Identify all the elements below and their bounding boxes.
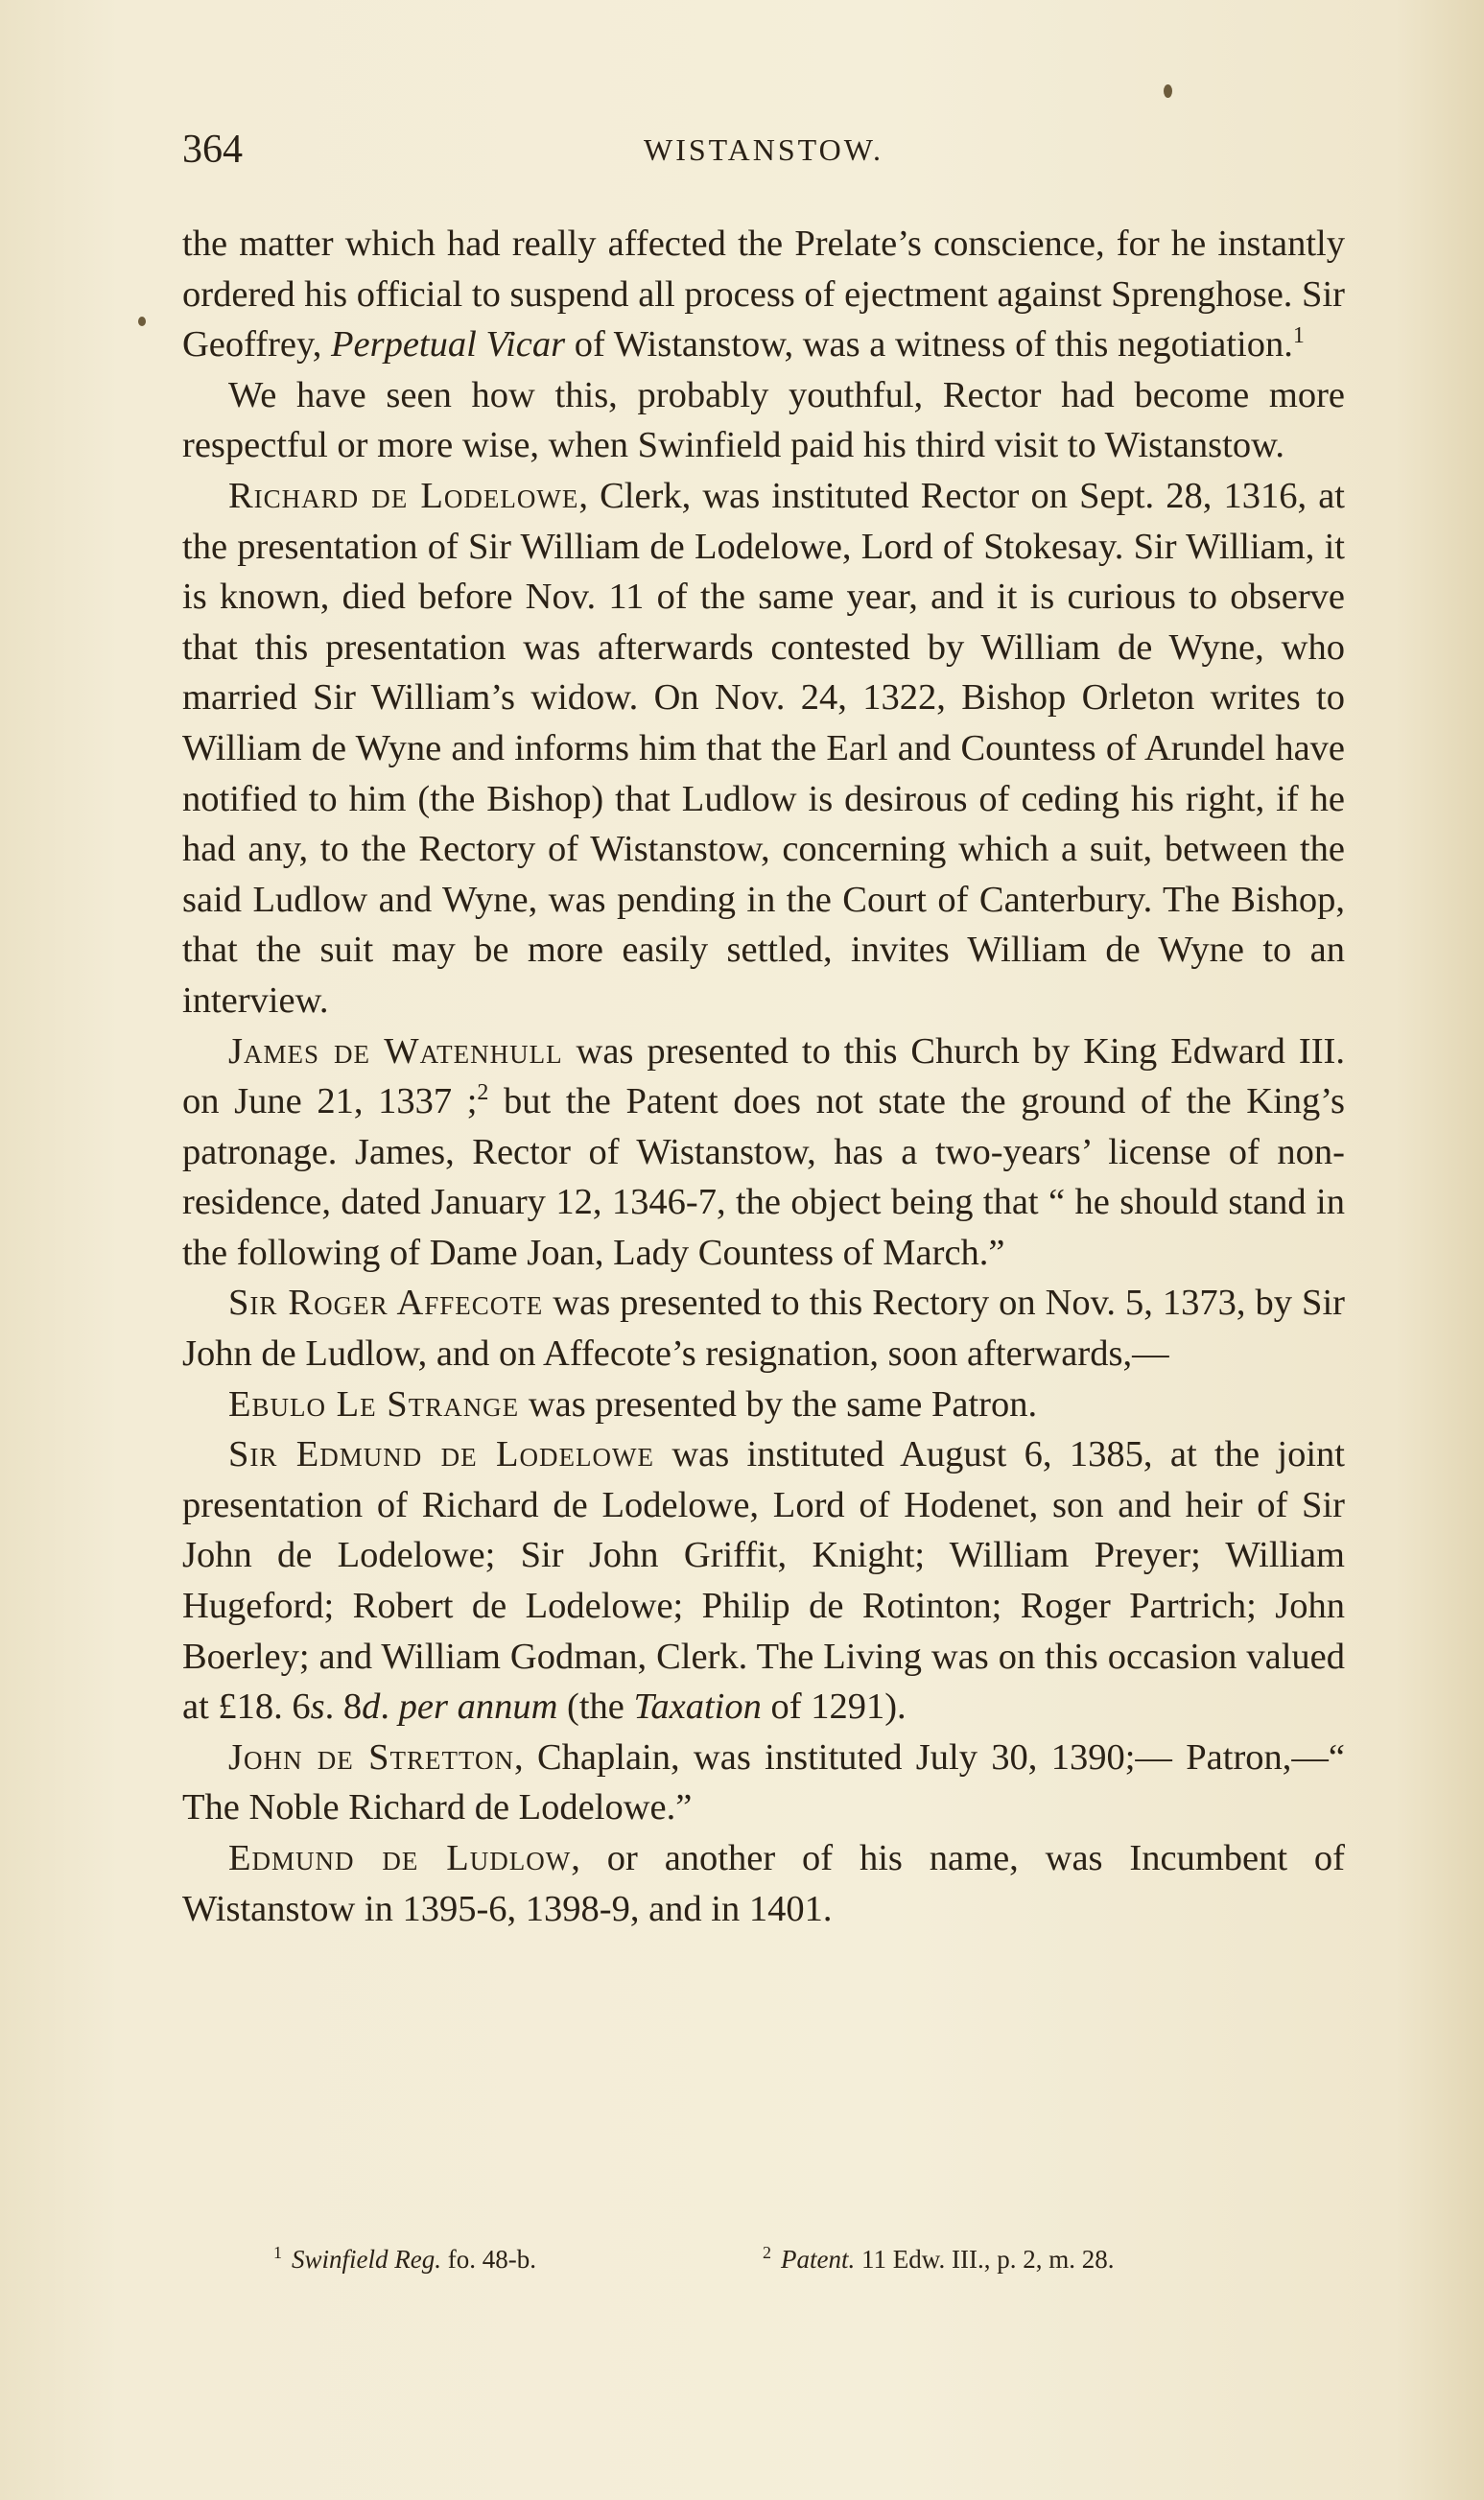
paragraph: Sir Roger Affecote was presented to this Rectory on Nov. 5, 1373, by Sir John de Ludlow, and on Affecote’s resignation, soon afterwards,— (182, 1283, 1345, 1375)
page-header (182, 127, 1345, 184)
paragraph: James de Watenhull was presented to this Church by King Edward III. on June 21, 1337 ;$^2$ but the Patent does not state the ground of the King’s patronage. James, Rector of Wistanstow, has a two-years’ license of non-residence, dated January 12, 1346-7, the object being that “ he should stand in the following of Dame Joan, Lady Countess of March.” (182, 1030, 1345, 1273)
ink-speck (138, 317, 146, 326)
running-title: WISTANSTOW. (644, 132, 883, 167)
paragraph: Edmund de Ludlow, or another of his name, was Incumbent of Wistanstow in 1395-6, 1398-9, and in 1401. (182, 1838, 1346, 1929)
rector-name: Ebulo Le Strange (228, 1383, 520, 1425)
rector-name: Edmund de Ludlow (228, 1838, 572, 1878)
rector-name: James de Watenhull (228, 1030, 563, 1072)
footnote-ref: 2 (477, 1080, 489, 1106)
paragraph: the matter which had really affected the Prelate’s conscience, for he instantly ordered his official to suspend all process of ejectment against Sprenghose. Sir Geoffrey, Perpetual Vicar of Wistanstow, was a witness of this negotiation.$^1$ (182, 224, 1345, 366)
footnote: $^2$ Patent. 11 Edw. III., p. 2, m. 28. (763, 2243, 1115, 2274)
paragraph: John de Stretton, Chaplain, was instituted July 30, 1390;— Patron,—“ The Noble Richard de Lodelowe.” (182, 1736, 1345, 1828)
page-number: 364 (182, 128, 243, 172)
rector-name: John de Stretton (228, 1736, 515, 1778)
ink-speck (1164, 84, 1172, 98)
footnotes (182, 2245, 1345, 2283)
paragraph: Richard de Lodelowe, Clerk, was instituted Rector on Sept. 28, 1316, at the presentation of Sir William de Lodelowe, Lord of Stokesay. Sir William, it is known, died before Nov. 11 of the same year, and it is curious to observe that this presentation was afterwards contested by William de Wyne, who married Sir William’s widow. On Nov. 24, 1322, Bishop Orleton writes to William de Wyne and informs him that the Earl and Countess of Arundel have notified to him (the Bishop) that Ludlow is desirous of ceding his right, if he had any, to the Rectory of Wistanstow, concerning which a suit, between the said Ludlow and Wyne, was pending in the Court of Canterbury. The Bishop, that the suit may be more easily settled, invites William de Wyne to an interview. (182, 475, 1345, 1021)
footnote-ref: 1 (1292, 323, 1305, 349)
paragraph: Ebulo Le Strange was presented by the same Patron. (228, 1383, 1038, 1425)
page-body (182, 219, 1345, 1934)
rector-name: Sir Roger Affecote (228, 1283, 544, 1324)
paragraph: Sir Edmund de Lodelowe was instituted August 6, 1385, at the joint presentation of Richard de Lodelowe, Lord of Hodenet, son and heir of Sir John de Lodelowe; Sir John Griffit, Knight; William Preyer; William Hugeford; Robert de Lodelowe; Philip de Rotinton; Roger Partrich; John Boerley; and William Godman, Clerk. The Living was on this occasion valued at £18. 6s. 8d. per annum (the Taxation of 1291). (182, 1434, 1345, 1728)
rector-name: Sir Edmund de Lodelowe (228, 1434, 654, 1475)
footnote: $^1$ Swinfield Reg. fo. 48-b. (273, 2243, 536, 2274)
paragraph: We have seen how this, probably youthful, Rector had become more respectful or more wise, when Swinfield paid his third visit to Wistanstow. (182, 374, 1345, 466)
rector-name: Richard de Lodelowe (228, 475, 579, 516)
